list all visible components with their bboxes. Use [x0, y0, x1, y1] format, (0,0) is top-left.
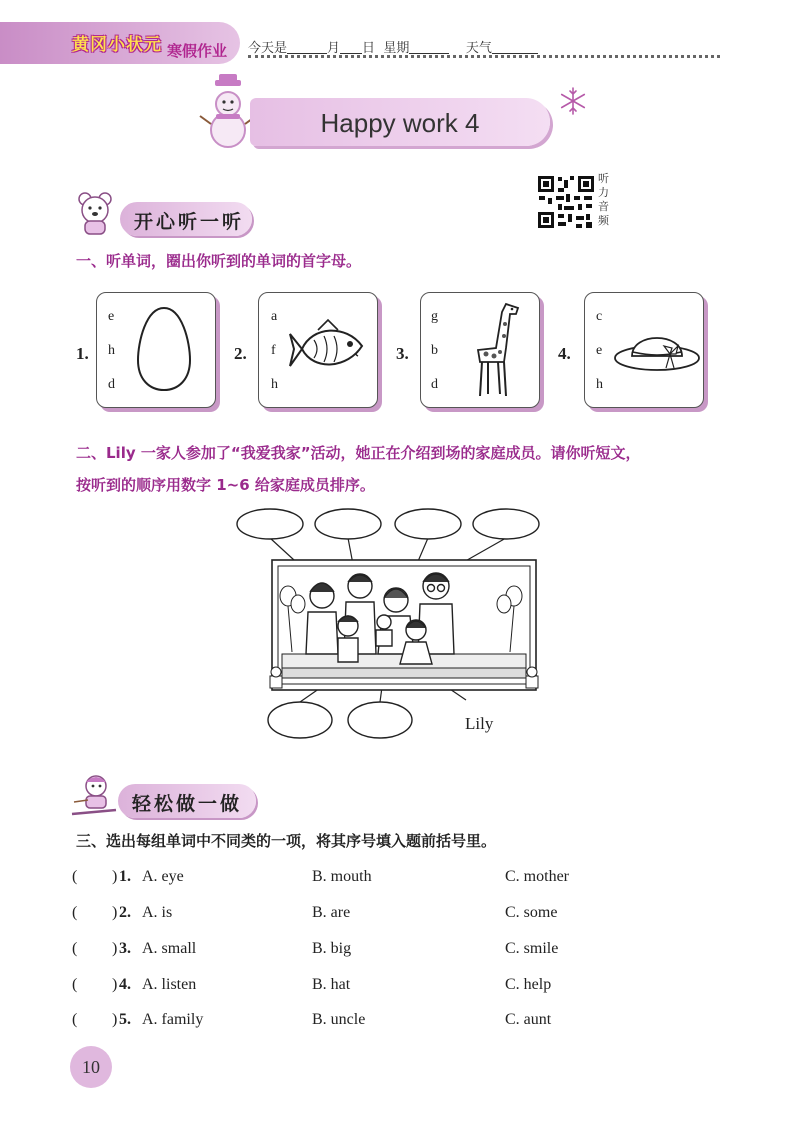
q3-item-number: 4.: [119, 976, 131, 993]
snowman-icon: [198, 74, 258, 150]
header-dotted-rule: [248, 55, 720, 58]
option-a: A. is: [142, 904, 173, 921]
fish-icon: [288, 316, 370, 382]
bear-mascot-icon: [72, 190, 118, 236]
qr-label-char: 频: [598, 214, 609, 227]
qr-label: [598, 172, 612, 228]
answer-bracket-close: ): [112, 868, 118, 885]
answer-bracket-open: (: [72, 1011, 78, 1028]
letter-option[interactable]: f: [271, 343, 276, 358]
family-illustration: [236, 504, 572, 754]
qr-label-char: 音: [598, 200, 609, 213]
qr-label-char: 力: [598, 186, 609, 199]
lily-label: Lily: [465, 714, 494, 733]
q1-item-number: 2.: [234, 344, 247, 363]
egg-icon: [134, 304, 194, 394]
letter-option[interactable]: a: [271, 309, 278, 324]
option-c: C. smile: [505, 940, 559, 957]
q3-item-number: 3.: [119, 940, 131, 957]
section-title-practice: 轻松做一做: [132, 793, 243, 815]
option-b: B. mouth: [312, 868, 372, 885]
letter-option[interactable]: h: [271, 377, 278, 392]
letter-option[interactable]: d: [108, 377, 115, 392]
page-title: Happy work 4: [320, 108, 480, 138]
answer-blank[interactable]: [80, 940, 112, 960]
answer-bracket-open: (: [72, 940, 78, 957]
answer-bracket-close: ): [112, 976, 118, 993]
answer-bracket-close: ): [112, 1011, 118, 1028]
option-c: C. aunt: [505, 1011, 552, 1028]
answer-bracket-close: ): [112, 940, 118, 957]
letter-option[interactable]: h: [108, 343, 115, 358]
letter-option[interactable]: h: [596, 377, 603, 392]
letter-option[interactable]: d: [431, 377, 438, 392]
answer-blank[interactable]: [80, 1011, 112, 1031]
letter-option[interactable]: e: [596, 343, 603, 358]
answer-blank[interactable]: [80, 976, 112, 996]
section-title-listen: 开心听一听: [134, 211, 245, 233]
q1-item-number: 1.: [76, 344, 89, 363]
option-c: C. help: [505, 976, 552, 993]
option-b: B. are: [312, 904, 351, 921]
letter-option[interactable]: g: [431, 309, 438, 324]
option-a: A. small: [142, 940, 197, 957]
option-b: B. hat: [312, 976, 351, 993]
q3-item-number: 5.: [119, 1011, 131, 1028]
day-label: 日: [362, 41, 376, 56]
month-label: 月: [327, 41, 341, 56]
qr-code-icon[interactable]: [536, 174, 596, 230]
q3-item-number: 1.: [119, 868, 131, 885]
weather-label: 天气: [465, 41, 492, 56]
answer-bracket-close: ): [112, 904, 118, 921]
option-a: A. family: [142, 1011, 204, 1028]
letter-option[interactable]: b: [431, 343, 438, 358]
q3-instruction: 三、选出每组单词中不同类的一项，将其序号填入题前括号里。: [76, 832, 497, 850]
option-a: A. listen: [142, 976, 197, 993]
weekday-blank[interactable]: [409, 41, 449, 54]
q1-item-number: 3.: [396, 344, 409, 363]
weather-blank[interactable]: [492, 41, 538, 54]
q1-item-number: 4.: [558, 344, 571, 363]
brand-logo: 黄冈小状元: [72, 35, 162, 55]
answer-bracket-open: (: [72, 904, 78, 921]
month-blank[interactable]: [287, 41, 327, 54]
q3-item-number: 2.: [119, 904, 131, 921]
option-b: B. big: [312, 940, 352, 957]
option-b: B. uncle: [312, 1011, 366, 1028]
q2-instruction-line2: 按听到的顺序用数字 1~6 给家庭成员排序。: [76, 476, 375, 494]
date-line: [248, 37, 538, 56]
answer-bracket-open: (: [72, 976, 78, 993]
option-c: C. some: [505, 904, 558, 921]
page-number: 10: [70, 1046, 112, 1088]
q1-instruction: 一、听单词，圈出你听到的单词的首字母。: [76, 252, 362, 270]
weekday-label: 星期: [383, 41, 410, 56]
skiing-mascot-icon: [70, 772, 118, 820]
option-a: A. eye: [142, 868, 184, 885]
answer-bracket-open: (: [72, 868, 78, 885]
today-label: 今天是: [248, 41, 288, 56]
letter-option[interactable]: c: [596, 309, 603, 324]
answer-blank[interactable]: [80, 868, 112, 888]
snowflake-icon: [558, 86, 588, 116]
giraffe-icon: [466, 300, 526, 400]
brand-subtitle: 寒假作业: [167, 42, 228, 60]
answer-blank[interactable]: [80, 904, 112, 924]
letter-option[interactable]: e: [108, 309, 115, 324]
qr-label-char: 听: [598, 172, 609, 185]
day-blank[interactable]: [340, 41, 362, 54]
option-c: C. mother: [505, 868, 569, 885]
hat-icon: [612, 324, 702, 378]
q2-instruction-line1: 二、Lily 一家人参加了“我爱我家”活动，她正在介绍到场的家庭成员。请你听短文，: [76, 444, 641, 462]
